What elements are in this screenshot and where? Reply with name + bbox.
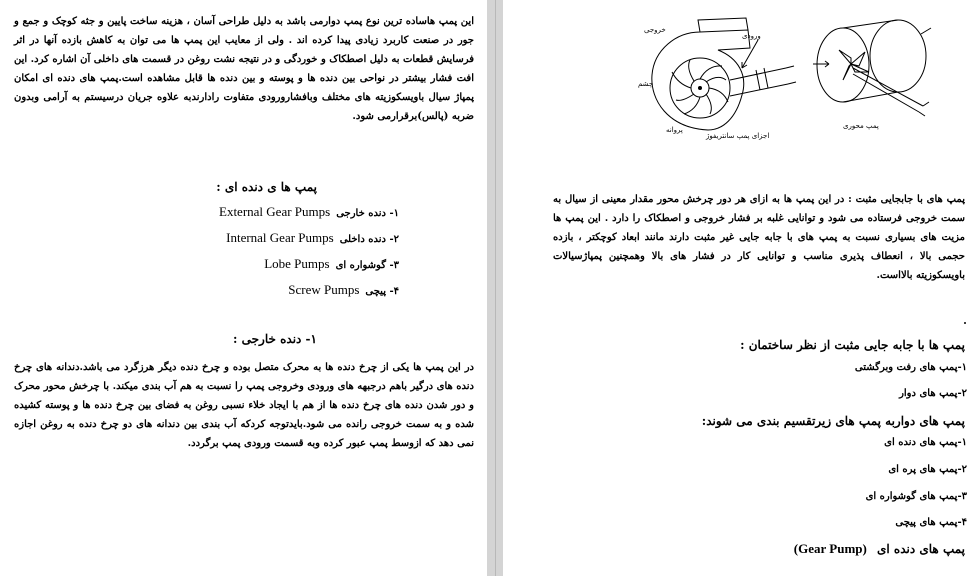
construction-heading: پمپ ها با جابه جایی مثبت از نظر ساختمان : — [740, 338, 965, 352]
label-outlet: خروجی — [644, 26, 666, 34]
gear-pump-heading-en: (Gear Pump) — [793, 541, 867, 556]
list-item: ۱- دنده خارجیExternal Gear Pumps — [219, 204, 399, 219]
list-item: ۳-پمپ های گوشواره ای — [865, 491, 967, 502]
label-eye: چشم — [638, 80, 654, 88]
list-item: ۴-پمپ های پیچی — [895, 517, 967, 528]
rotary-list — [527, 437, 967, 537]
gear-pump-heading-fa: پمپ های دنده ای — [877, 542, 965, 556]
list-item: ۲-پمپ های پره ای — [888, 464, 967, 475]
axial-pump-drawing — [803, 14, 943, 138]
centrifugal-pump-figure — [638, 10, 798, 145]
left-page — [0, 0, 487, 576]
list-item: ۱-پمپ های دنده ای — [884, 437, 967, 448]
gear-types-list — [99, 204, 399, 334]
label-inlet: ورودی — [742, 32, 761, 40]
stray-dot — [964, 322, 966, 324]
rotary-heading: پمپ های دواربه پمپ های زیرتقسیم بندی می شوند: — [701, 414, 965, 428]
external-gear-heading: ۱- دنده خارجی : — [233, 332, 317, 346]
list-item: ۴- پیچیScrew Pumps — [288, 282, 399, 297]
external-gear-paragraph: در این پمپ ها یکی از چرخ دنده ها به محرک متصل بوده و چرخ دنده دیگر هرزگرد می باشد.دندانه های چرخ دنده های درگیر باهم درجبهه های ورودی وخروجی پمپ را نسبت به هم آب بندی میکند. با چرخش محور محرک و دور شدن دنده های چرخ دنده ها از هم با ایجاد خلاء نسبی روغن به فضای بین چرخ دنده ها و پوسته کشیده شده و به سمت خروجی رانده می شود.بایدتوجه کردکه آب بندی بین دندانه های دو چرخ دنده به روغن اجازه نمی دهد که ازوسط پمپ عبور کرده وبه قسمت ورودی پمپ برگردد. — [14, 362, 474, 449]
label-impeller: پروانه — [666, 126, 683, 134]
list-item: ۳- گوشواره ایLobe Pumps — [264, 256, 399, 271]
axial-pump-figure — [803, 14, 943, 138]
gear-pumps-heading: پمپ ها ی دنده ای : — [216, 180, 317, 194]
list-item: ۲- دنده داخلیInternal Gear Pumps — [226, 230, 399, 245]
right-page — [503, 0, 979, 576]
list-item: ۱-پمپ های رفت وبرگشتی — [854, 362, 967, 373]
label-centrifugal-parts: اجزای پمپ سانتریفوژ — [706, 132, 770, 140]
label-axial-pump: پمپ محوری — [843, 122, 879, 130]
construction-list — [527, 362, 967, 412]
gutter-divider — [495, 0, 496, 576]
positive-displacement-paragraph: پمپ های با جابجایی مثبت : در این پمپ ها به ازای هر دور چرخش محور مقدار معینی از سیال به سمت خروجی فرستاده می شود و توانایی غلبه بر فشار خروجی و اصطکاک را دارد . این پمپ ها مزیت های بسیاری نسبت به پمپ های با جابه جایی غیر مثبت دارند مانند ابعاد کوچکتر ، بازده حجمی بالا ، انعطاف پذیری مناسب و توانایی کار در فشار های بالا وهمچنین پمپاژسیالات باویسکوزیته بالااست. — [553, 194, 965, 281]
intro-paragraph: این پمپ هاساده ترین نوع پمپ دوارمی باشد به دلیل طراحی آسان ، هزینه ساخت پایین و جثه کوچک و جمع و جور در صنعت کاربرد زیادی پیدا کرده اند . ولی از معایب این پمپ ها می توان به کاهش بازده آنها در اثر فرسایش قطعات به دلیل اصطکاک و خوردگی و در نتیجه نشت روغن در قسمت های داخلی آن اشاره کرد. این افت فشار بیشتر در نواحی بین دنده ها و پوسته و بین دنده ها قابل مشاهده است.پمپ های دنده ای امکان پمپاژ سیال باویسکوزیته های مختلف وبافشارورودی متفاوت رادارندبه علاوه جریان درسیستم به آرامی وبدون ضربه (پالس)برقرارمی شود. — [14, 16, 474, 122]
list-item: ۲-پمپ های دوار — [899, 388, 967, 399]
gear-pump-heading — [545, 541, 965, 557]
